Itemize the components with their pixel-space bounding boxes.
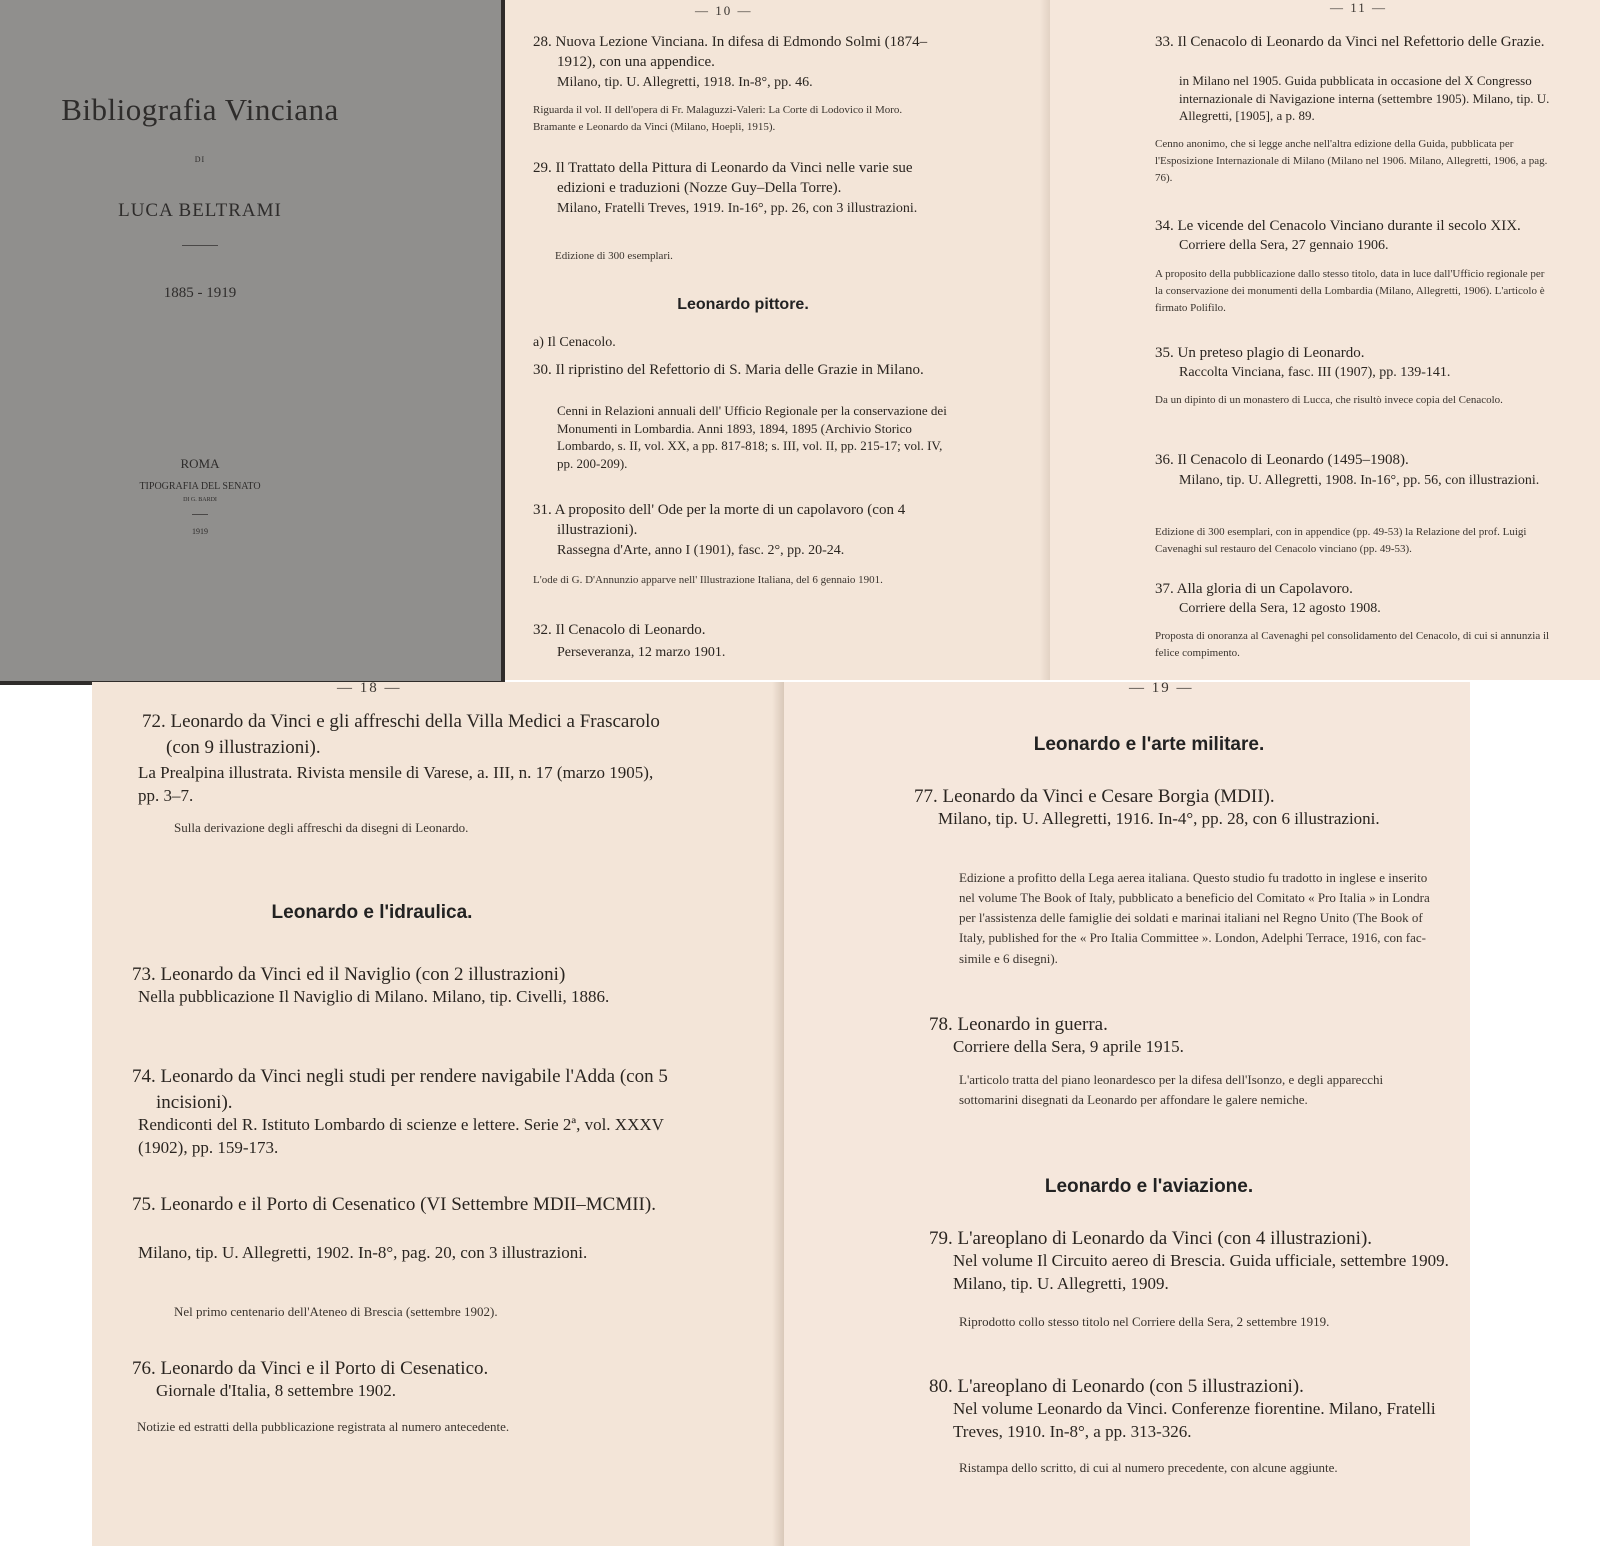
entry-78-ref: Corriere della Sera, 9 aprile 1915. [953, 1037, 1184, 1056]
entry-80-ref: Nel volume Leonardo da Vinci. Conferenze fiorentine. Milano, Fratelli Treves, 1910. In-8°, a pp. 313-326. [953, 1399, 1436, 1441]
entry-76-note: Notizie ed estratti della pubblicazione registrata al numero antecedente. [137, 1419, 510, 1434]
entry-37-title: 37. Alla gloria di un Capolavoro. [1155, 581, 1353, 597]
page-11 [1050, 0, 1600, 680]
entry-29-ref: Milano, Fratelli Treves, 1919. In-16°, pp. 26, con 3 illustrazioni. [557, 201, 918, 216]
entry-74-ref: Rendiconti del R. Istituto Lombardo di scienze e lettere. Serie 2ª, vol. XXXV (1902), pp. 159-173. [138, 1115, 664, 1157]
page-number: — 18 — [337, 680, 402, 696]
cover-publisher: TIPOGRAFIA DEL SENATO [139, 481, 261, 492]
cover-year: 1919 [192, 527, 208, 536]
entry-31-ref: Rassegna d'Arte, anno I (1901), fasc. 2°, pp. 20-24. [557, 543, 845, 558]
cover-rule-small [192, 514, 208, 515]
entry-35-ref: Raccolta Vinciana, fasc. III (1907), pp. 139-141. [1179, 365, 1451, 380]
cover-publisher-sub: DI G. BARDI [183, 497, 217, 503]
entry-28-title: 28. Nuova Lezione Vinciana. In difesa di Edmondo Solmi (1874–1912), con una appendice. [533, 34, 928, 71]
entry-37-note: Proposta di onoranza al Cavenaghi pel consolidamento del Cenacolo, di cui si annunzia il felice compimento. [1155, 630, 1550, 660]
page-10 [505, 0, 1050, 680]
entry-77-ref: Milano, tip. U. Allegretti, 1916. In-4°, pp. 28, con 6 illustrazioni. [938, 809, 1380, 828]
entry-79-ref: Nel volume Il Circuito aereo di Brescia. Guida ufficiale, settembre 1909. Milano, tip. U. Allegretti, 1909. [953, 1251, 1449, 1293]
section-heading-pittore: Leonardo pittore. [677, 296, 809, 313]
section-heading-aviazione: Leonardo e l'aviazione. [1044, 1176, 1254, 1197]
entry-72-ref: La Prealpina illustrata. Rivista mensile di Varese, a. III, n. 17 (marzo 1905), pp. 3–7. [138, 763, 654, 805]
entry-29-note: Edizione di 300 esemplari. [555, 250, 673, 262]
section-heading-idraulica: Leonardo e l'idraulica. [271, 902, 473, 923]
page-18 [92, 682, 784, 1546]
entry-33-note: Cenno anonimo, che si legge anche nell'altra edizione della Guida, pubblicata per l'Esposizione Internazionale di Milano (Milano nel 1906. Milano, Allegretti, 1906, a pag. 76). [1155, 138, 1548, 185]
entry-77-title: 77. Leonardo da Vinci e Cesare Borgia (MDII). [914, 786, 1275, 807]
page-number: — 10 — [695, 3, 753, 18]
entry-73-ref: Nella pubblicazione Il Naviglio di Milano. Milano, tip. Civelli, 1886. [138, 987, 610, 1006]
entry-80-note: Ristampa dello scritto, di cui al numero precedente, con alcune aggiunte. [959, 1460, 1338, 1475]
entry-35-title: 35. Un preteso plagio di Leonardo. [1155, 345, 1365, 361]
entry-30-title: 30. Il ripristino del Refettorio di S. Maria delle Grazie in Milano. [533, 362, 924, 378]
entry-29-title: 29. Il Trattato della Pittura di Leonardo da Vinci nelle varie sue edizioni e traduzioni (Nozze Guy–Della Torre). [533, 160, 913, 197]
entry-35-note: Da un dipinto di un monastero di Lucca, che risultò invece copia del Cenacolo. [1155, 394, 1503, 406]
entry-78-note: L'articolo tratta del piano leonardesco per la difesa dell'Isonzo, e degli apparecchi sottomarini disegnati da Leonardo per affondare le galere nemiche. [959, 1072, 1384, 1108]
entry-79-note: Riprodotto collo stesso titolo nel Corriere della Sera, 2 settembre 1919. [959, 1314, 1330, 1329]
section-heading-arte-militare: Leonardo e l'arte militare. [1033, 734, 1265, 755]
cover-years: 1885 - 1919 [163, 285, 237, 301]
entry-30-ref: Cenni in Relazioni annuali dell' Ufficio Regionale per la conservazione dei Monumenti in Lombardia. Anni 1893, 1894, 1895 (Archivio Storico Lombardo, s. II, vol. XX, a pp. 817-818; s. III, vol. II, pp. 215-17; vol. IV, pp. 200-209). [557, 403, 947, 471]
page-number: — 11 — [1330, 0, 1388, 15]
entry-28-ref: Milano, tip. U. Allegretti, 1918. In-8°, pp. 46. [557, 75, 813, 90]
entry-74-title: 74. Leonardo da Vinci negli studi per rendere navigabile l'Adda (con 5 incisioni). [132, 1066, 668, 1113]
entry-37-ref: Corriere della Sera, 12 agosto 1908. [1179, 601, 1381, 616]
entry-75-ref: Milano, tip. U. Allegretti, 1902. In-8°, pag. 20, con 3 illustrazioni. [138, 1243, 588, 1262]
entry-73-title: 73. Leonardo da Vinci ed il Naviglio (con 2 illustrazioni) [132, 964, 566, 985]
entry-80-title: 80. L'areoplano di Leonardo (con 5 illustrazioni). [929, 1376, 1304, 1397]
entry-34-note: A proposito della pubblicazione dallo stesso titolo, data in luce dall'Ufficio regionale per la conservazione dei monumenti della Lombardia (Milano, Allegretti, 1906). L'articolo è firmato Polifilo. [1155, 268, 1545, 315]
entry-36-title: 36. Il Cenacolo di Leonardo (1495–1908). [1155, 452, 1409, 468]
book-cover [0, 0, 505, 685]
entry-36-ref: Milano, tip. U. Allegretti, 1908. In-16°, pp. 56, con illustrazioni. [1179, 473, 1540, 488]
subsection-cenacolo: a) Il Cenacolo. [533, 335, 616, 350]
cover-city: ROMA [180, 456, 220, 471]
entry-79-title: 79. L'areoplano di Leonardo da Vinci (con 4 illustrazioni). [929, 1228, 1373, 1249]
entry-75-note: Nel primo centenario dell'Ateneo di Brescia (settembre 1902). [174, 1304, 498, 1319]
entry-76-ref: Giornale d'Italia, 8 settembre 1902. [156, 1381, 397, 1400]
cover-author: LUCA BELTRAMI [118, 200, 282, 221]
cover-di: DI [194, 155, 206, 164]
entry-75-title: 75. Leonardo e il Porto di Cesenatico (VI Settembre MDII–MCMII). [132, 1194, 656, 1215]
entry-78-title: 78. Leonardo in guerra. [929, 1014, 1108, 1035]
entry-77-note: Edizione a profitto della Lega aerea italiana. Questo studio fu tradotto in inglese e inserito nel volume The Book of Italy, pubblicato a beneficio del Comitato « Pro Italia » in Londra per l'assistenza delle famiglie dei soldati e marinai italiani nel Regno Unito (The Book of Italy, published for the « Pro Italia Committee ». London, Adelphi Terrace, 1916, con fac-simile e 6 disegni). [959, 870, 1430, 966]
page-number: — 19 — [1129, 680, 1194, 696]
entry-31-title: 31. A proposito dell' Ode per la morte di un capolavoro (con 4 illustrazioni). [533, 502, 906, 539]
entry-28-note: Riguarda il vol. II dell'opera di Fr. Malaguzzi-Valeri: La Corte di Lodovico il Moro. Bramante e Leonardo da Vinci (Milano, Hoepli, 1915). [533, 104, 903, 134]
entry-76-title: 76. Leonardo da Vinci e il Porto di Cesenatico. [132, 1358, 489, 1379]
cover-title: Bibliografia Vinciana [61, 92, 339, 127]
entry-72-note: Sulla derivazione degli affreschi da disegni di Leonardo. [174, 820, 469, 835]
entry-33-title: 33. Il Cenacolo di Leonardo da Vinci nel Refettorio delle Grazie. [1155, 34, 1545, 50]
cover-rule [182, 245, 218, 246]
entry-31-note: L'ode di G. D'Annunzio apparve nell' Illustrazione Italiana, del 6 gennaio 1901. [533, 574, 883, 586]
page-19 [784, 682, 1470, 1546]
entry-72-title: 72. Leonardo da Vinci e gli affreschi della Villa Medici a Frascarolo (con 9 illustrazioni). [142, 711, 660, 758]
entry-34-title: 34. Le vicende del Cenacolo Vinciano durante il secolo XIX. [1155, 218, 1521, 234]
entry-32-ref: Perseveranza, 12 marzo 1901. [557, 645, 726, 660]
entry-34-ref: Corriere della Sera, 27 gennaio 1906. [1179, 238, 1389, 253]
entry-36-note: Edizione di 300 esemplari, con in appendice (pp. 49-53) la Relazione del prof. Luigi Cavenaghi sul restauro del Cenacolo vinciano (pp. 49-53). [1155, 526, 1527, 556]
entry-33-ref: in Milano nel 1905. Guida pubblicata in occasione del X Congresso internazionale di Navigazione interna (settembre 1905). Milano, tip. U. Allegretti, [1905], a p. 89. [1179, 73, 1550, 124]
entry-32-title: 32. Il Cenacolo di Leonardo. [533, 622, 706, 638]
